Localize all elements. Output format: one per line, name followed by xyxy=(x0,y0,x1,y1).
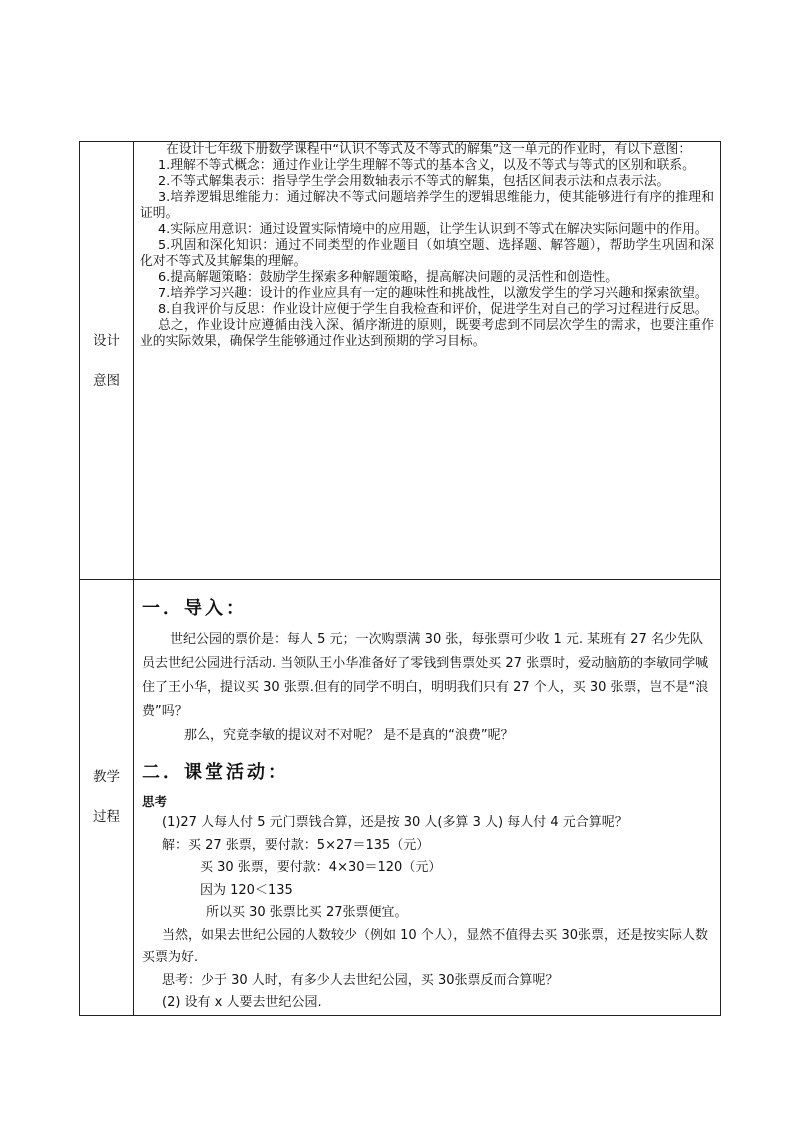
design-item-6: 6.提高解题策略：鼓励学生探索多种解题策略，提高解决问题的灵活性和创造性。 xyxy=(158,270,619,285)
teaching-process-row xyxy=(80,580,721,1016)
question-1: (1)27 人每人付 5 元门票钱合算，还是按 30 人(多算 3 人) 每人付 4 元合算呢？ xyxy=(162,815,628,830)
solution-line-3: 因为 120＜135 xyxy=(200,882,293,898)
design-item-1: 1.理解不等式概念：通过作业让学生理解不等式的基本含义，以及不等式与等式的区别和联系。 xyxy=(158,158,695,173)
solution-line-4: 所以买 30 张票比买 27张票便宜。 xyxy=(206,905,408,920)
design-item-2: 2.不等式解集表示：指导学生学会用数轴表示不等式的解集，包括区间表示法和点表示法。 xyxy=(158,174,670,189)
section-2-heading: 二．课堂活动： xyxy=(142,762,289,783)
think-question-2: 思考：少于 30 人时，有多少人去世纪公园，买 30张票反而合算呢？ xyxy=(162,972,559,988)
design-intent-label-cell xyxy=(80,142,134,580)
design-intent-content xyxy=(134,142,721,580)
design-intent-label-line2: 意图 xyxy=(93,372,120,389)
design-item-7: 7.培养学习兴趣：设计的作业应具有一定的趣味性和挑战性，以激发学生的学习兴趣和探索欲望。 xyxy=(158,286,708,301)
question-2: (2) 设有 x 人要去世纪公园. xyxy=(162,995,322,1010)
lesson-plan-table xyxy=(79,141,721,1016)
teaching-process-label-cell xyxy=(80,580,134,1016)
design-intro: 在设计七年级下册数学课程中“认识不等式及不等式的解集”这一单元的作业时，有以下意图： xyxy=(166,142,692,157)
section-1-heading: 一．导入： xyxy=(142,598,247,619)
solution-line-2: 买 30 张票，要付款：4×30＝120（元） xyxy=(200,860,442,875)
intro-paragraph: 世纪公园的票价是：每人 5 元；一次购票满 30 张，每张票可少收 1 元. 某班有 27 名少先队员去世纪公园进行活动. 当领队王小华准备好了零钱到售票处买 27 张票时，爱动脑筋的李敏同学喊住了王小华，提议买 30 张票.但有的同学不明白，明明我们只有 27 个人，买 30 张票，岂不是“浪费”吗？ xyxy=(142,632,709,719)
think-label: 思考 xyxy=(142,794,168,809)
design-item-5: 5.巩固和深化知识：通过不同类型的作业题目（如填空题、选择题、解答题），帮助学生巩固和深化对不等式及其解集的理解。 xyxy=(140,238,714,269)
design-intent-row xyxy=(80,142,721,580)
design-summary: 总之，作业设计应遵循由浅入深、循序渐进的原则，既要考虑到不同层次学生的需求，也要注重作业的实际效果，确保学生能够通过作业达到预期的学习目标。 xyxy=(140,318,714,349)
note-paragraph: 当然，如果去世纪公园的人数较少（例如 10 个人），显然不值得去买 30张票，还是按实际人数买票为好. xyxy=(142,927,708,965)
teaching-process-label-line1: 教学 xyxy=(93,769,120,786)
design-item-3: 3.培养逻辑思维能力：通过解决不等式问题培养学生的逻辑思维能力，使其能够进行有序的推理和证明。 xyxy=(140,190,714,221)
design-item-8: 8.自我评价与反思：作业设计应便于学生自我检查和评价，促进学生对自己的学习过程进行反思。 xyxy=(158,302,708,317)
design-item-4: 4.实际应用意识：通过设置实际情境中的应用题，让学生认识到不等式在解决实际问题中的作用。 xyxy=(158,222,708,237)
teaching-process-content xyxy=(134,580,721,1016)
solution-line-1: 解：买 27 张票，要付款：5×27＝135（元） xyxy=(162,837,430,853)
design-intent-label-line1: 设计 xyxy=(93,332,120,349)
intro-question: 那么，究竟李敏的提议对不对呢？ 是不是真的“浪费”呢？ xyxy=(184,728,514,743)
teaching-process-label-line2: 过程 xyxy=(93,809,120,826)
